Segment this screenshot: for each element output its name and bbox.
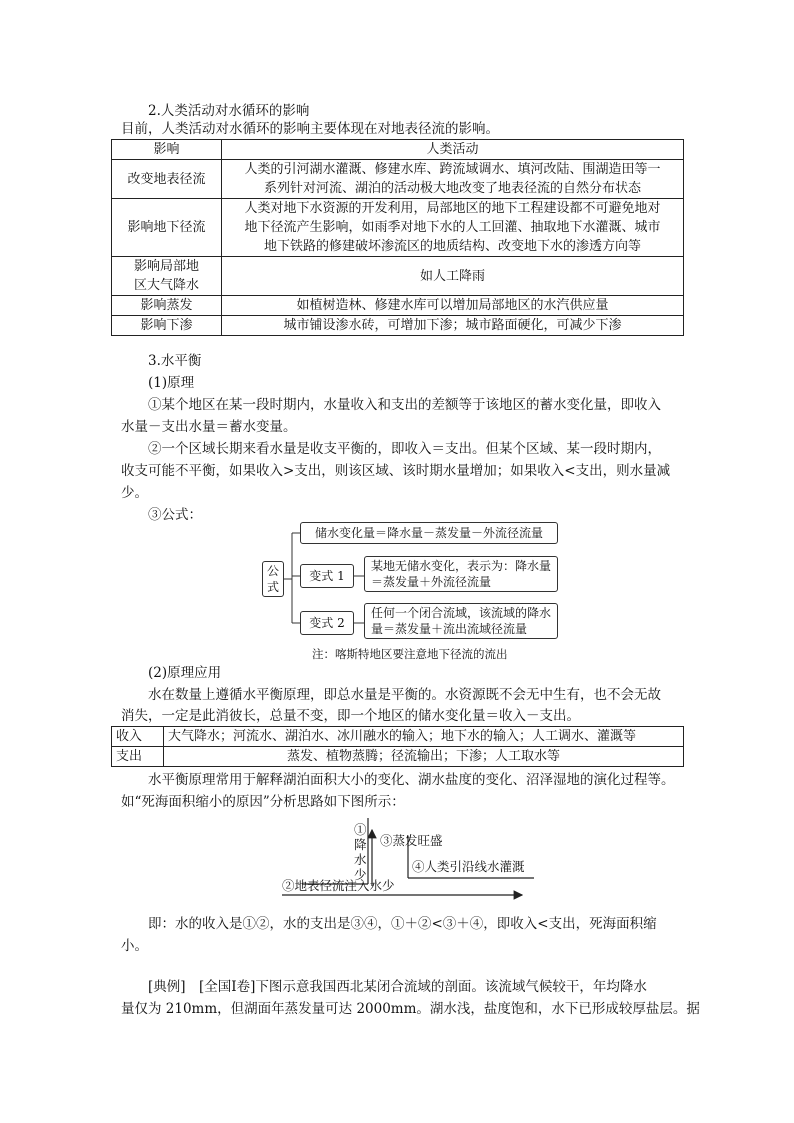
paragraph-line: ②一个区域长期来看水量是收支平衡的，即收入＝支出。但某个区域、某一段时期内， [148,441,661,457]
deadsea-label-rainfall: ①降水少 [354,822,367,882]
paragraph-line: 少。 [121,485,148,501]
row-text: 如人工降雨 [222,257,684,296]
row-label: 影响蒸发 [112,296,222,316]
row-label: 支出 [112,747,164,767]
row-label: 改变地表径流 [112,160,222,199]
variant2-label-box: 变式 2 [300,611,354,635]
row-text: 如植树造林、修建水库可以增加局部地区的水汽供应量 [222,296,684,316]
row-line: 人类的引河湖水灌溉、修建水库、跨流域调水、填河改陆、围湖造田等一 [244,162,661,177]
formula-main-box: 储水变化量＝降水量－蒸发量－外流径流量 [300,522,558,544]
row-text: 城市铺设渗水砖，可增加下渗；城市路面硬化，可减少下渗 [222,316,684,336]
row-line: 人类对地下水资源的开发利用，局部地区的地下工程建设都不可避免地对 [244,201,661,216]
row-line: 地下铁路的修建破坏渗流区的地质结构、改变地下水的渗透方向等 [263,239,641,254]
deadsea-label-evaporation: ③蒸发旺盛 [380,833,443,848]
paragraph-line: 如“死海面积缩小的原因”分析思路如下图所示： [121,794,405,810]
variant1-line: ＝蒸发量＋外流径流量 [371,575,492,589]
deadsea-label-runoff: ②地表径流注入水少 [282,878,395,893]
paragraph-line: ③公式： [148,507,202,523]
variant2-line: 量＝蒸发量＋流出流域径流量 [371,622,528,636]
section-heading: 2.人类活动对水循环的影响 [148,103,310,119]
variant1-label-box: 变式 1 [300,564,354,588]
paragraph-line: 即：水的收入是①②，水的支出是③④，①＋②<③＋④，即收入<支出，死海面积缩 [148,916,657,932]
variant2-line: 任何一个闭合流域，该流域的降水 [371,606,552,620]
section-heading: 3.水平衡 [148,353,202,369]
row-text: 大气降水；河流水、湖泊水、冰川融水的输入；地下水的输入；人工调水、灌溉等 [164,727,684,747]
header-cell: 影响 [112,140,222,160]
row-label: 影响下渗 [112,316,222,336]
paragraph-line: 水在数量上遵循水平衡原理，即总水量是平衡的。水资源既不会无中生有，也不会无故 [148,687,661,703]
row-line: 系列针对河流、湖泊的活动极大地改变了地表径流的自然分布状态 [263,181,641,196]
paragraph-line: 水平衡原理常用于解释湖泊面积大小的变化、湖水盐度的变化、沼泽湿地的演化过程等。 [148,772,675,788]
paragraph-line: 消失，一定是此消彼长，总量不变，即一个地区的储水变化量＝收入－支出。 [121,708,580,724]
paragraph-line: ①某个地区在某一段时期内，水量收入和支出的差额等于该地区的蓄水变化量，即收入 [148,397,661,413]
row-label-line: 影响局部地 [133,259,199,274]
row-text: 蒸发、植物蒸腾；径流输出；下渗；人工取水等 [164,747,684,767]
paragraph-line: 水量－支出水量＝蓄水变量。 [121,419,297,435]
formula-note: 注：喀斯特地区要注意地下径流的流出 [312,647,508,661]
subheading: (1)原理 [148,375,195,391]
variant1-line: 某地无储水变化，表示为：降水量 [371,559,552,573]
row-label-line: 区大气降水 [133,278,199,293]
row-label: 收入 [112,727,164,747]
subheading: (2)原理应用 [148,665,222,681]
row-line: 地下径流产生影响，如雨季对地下水的人工回灌、抽取地下水灌溉、城市 [244,220,661,235]
deadsea-label-irrigation: ④人类引沿线水灌溉 [412,859,525,874]
paragraph-line: 收支可能不平衡，如果收入>支出，则该区域、该时期水量增加；如果收入<支出，则水量减 [121,463,671,479]
example-line: 量仅为 210mm，但湖面年蒸发量可达 2000mm。湖水浅，盐度饱和，水下已形成较厚盐层。据 [121,1001,700,1017]
example-line: [典例] [全国Ⅰ卷]下图示意我国西北某闭合流域的剖面。该流域气候较干，年均降水 [148,979,647,995]
section-intro: 目前，人类活动对水循环的影响主要体现在对地表径流的影响。 [121,121,499,137]
formula-root-label: 公式 [266,564,279,594]
paragraph-line: 小。 [121,938,148,954]
row-label: 影响地下径流 [112,199,222,257]
header-cell: 人类活动 [222,140,684,160]
